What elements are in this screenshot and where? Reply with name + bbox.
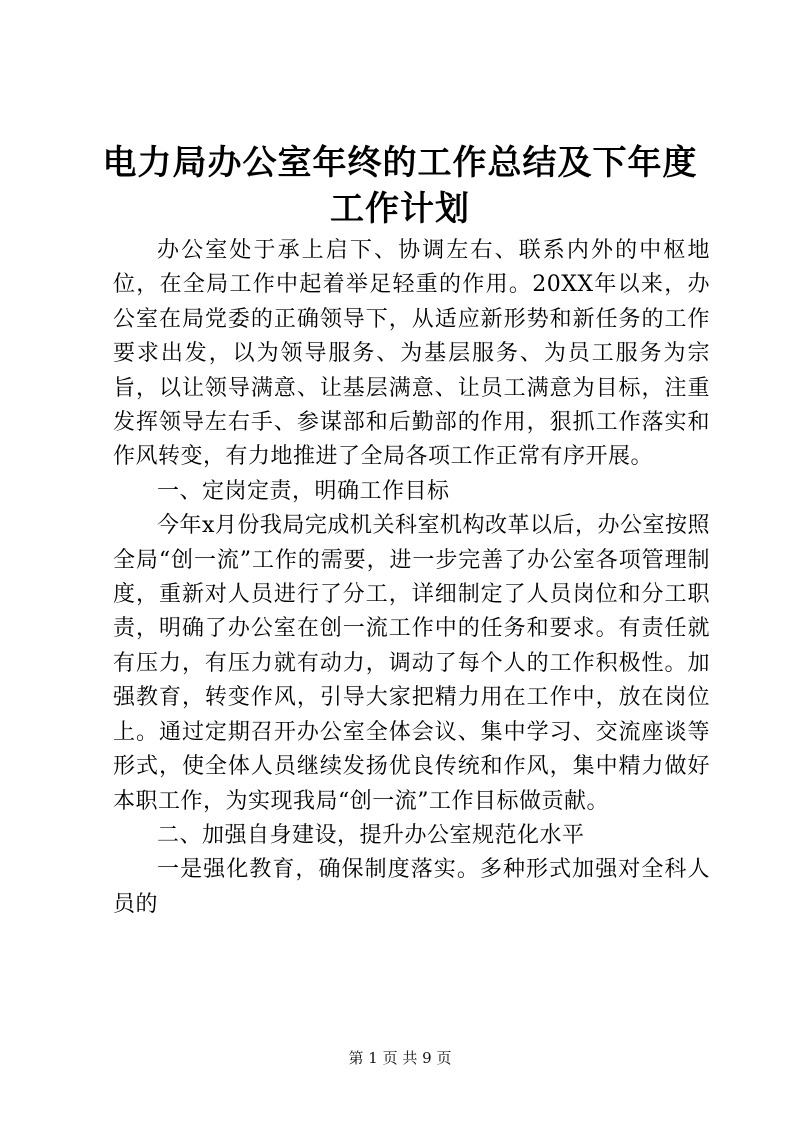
- section-heading-1: 一、定岗定责，明确工作目标: [157, 478, 450, 504]
- intro-paragraph: 办公室处于承上启下、协调左右、联系内外的中枢地位，在全局工作中起着举足轻重的作用。20XX年以来，办公室在局党委的正确领导下，从适应新形势和新任务的工作要求出发，以为领导服务、为基层服务、为员工服务为宗旨，以让领导满意、让基层满意、让员工满意为目标，注重发挥领导左右手、参谋部和后勤部的作用，狠抓工作落实和作风转变，有力地推进了全局各项工作正常有序开展。: [113, 238, 710, 470]
- document-title: 电力局办公室年终的工作总结及下年度工作计划: [102, 143, 698, 229]
- section-1-paragraph: 今年x月份我局完成机关科室机构改革以后，办公室按照全局“创一流”工作的需要，进一步完善了办公室各项管理制度，重新对人员进行了分工，详细制定了人员岗位和分工职责，明确了办公室在创一流工作中的任务和要求。有责任就有压力，有压力就有动力，调动了每个人的工作积极性。加强教育，转变作风，引导大家把精力用在工作中，放在岗位上。通过定期召开办公室全体会议、集中学习、交流座谈等形式，使全体人员继续发扬优良传统和作风，集中精力做好本职工作，为实现我局“创一流”工作目标做贡献。: [113, 513, 710, 814]
- page-number-footer: 第 1 页 共 9 页: [348, 1049, 452, 1067]
- section-heading-2: 二、加强自身建设，提升办公室规范化水平: [157, 822, 585, 848]
- section-2-paragraph: 一是强化教育，确保制度落实。多种形式加强对全科人员的: [113, 857, 710, 917]
- document-body: [113, 234, 710, 922]
